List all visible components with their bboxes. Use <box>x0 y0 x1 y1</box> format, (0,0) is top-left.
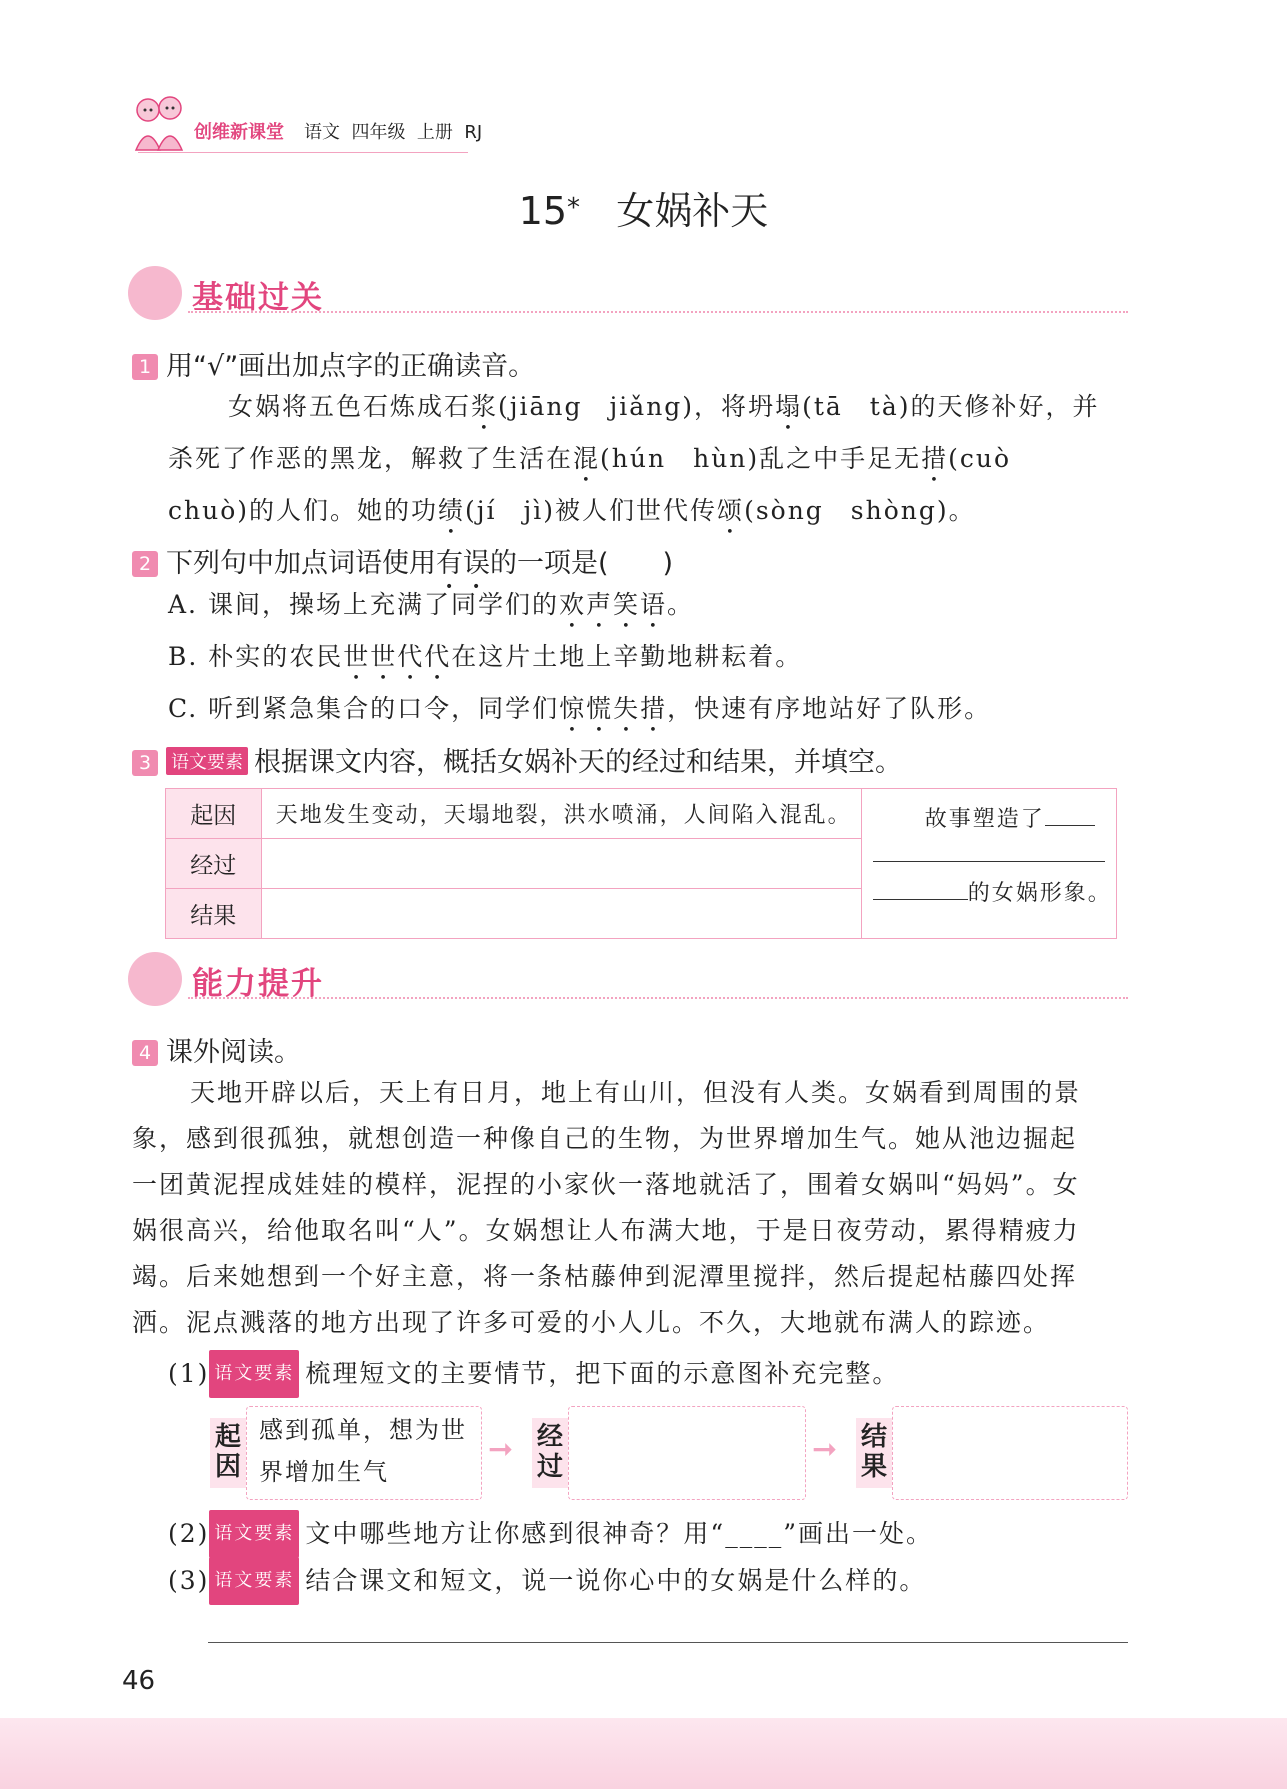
lesson-number: 15 <box>518 189 568 233</box>
text: 的一项是( ) <box>490 548 674 579</box>
q1-line-2 <box>168 436 1128 488</box>
sub-text: 梳理短文的主要情节，把下面的示意图补充完整。 <box>305 1359 900 1388</box>
sub-tag: 语文要素 <box>209 1557 299 1605</box>
answer-line[interactable] <box>208 1642 1128 1643</box>
lesson-name: 女娲补天 <box>616 189 769 233</box>
section-divider <box>188 311 1128 313</box>
flow-result-label: 结果 <box>856 1418 892 1488</box>
dotted-word: 有误 <box>436 548 490 579</box>
q1-line-1 <box>168 384 1128 436</box>
page-number: 46 <box>122 1666 156 1696</box>
header <box>128 92 528 162</box>
q4-sub1 <box>168 1350 899 1398</box>
q4-sub3 <box>168 1557 926 1605</box>
q1-title-text: 用“√”画出加点字的正确读音。 <box>166 351 536 382</box>
q2-number: 2 <box>132 551 158 577</box>
row-head: 经过 <box>166 839 262 889</box>
table-row <box>166 789 1117 839</box>
flow-process-box[interactable] <box>568 1406 806 1500</box>
dotted-word: 世世代代 <box>343 642 452 671</box>
text: 下列句中加点词语使用 <box>166 548 436 579</box>
passage-line: 天地开辟以后，天上有日月，地上有山川，但没有人类。女娲看到周围的景 <box>190 1078 1082 1107</box>
passage-line: 娲很高兴，给他取名叫“人”。女娲想让人布满大地，于是日夜劳动，累得精疲力 <box>132 1216 1080 1245</box>
q4-title <box>132 1030 301 1069</box>
q2-option-b[interactable] <box>168 634 1128 686</box>
edition: RJ <box>464 122 483 143</box>
section-divider <box>188 997 1128 999</box>
q2-option-c[interactable] <box>168 686 1128 738</box>
text: 女娲将五色石炼成石 <box>228 392 472 421</box>
arrow-right-icon: ➞ <box>812 1432 838 1467</box>
section-advanced-title: 能力提升 <box>192 966 324 1002</box>
text: (hún hùn)乱之中手足无 <box>600 444 922 473</box>
dotted-char: 塌 <box>775 392 803 421</box>
sub-text: 结合课文和短文，说一说你心中的女娲是什么样的。 <box>305 1566 927 1595</box>
passage-line: 洒。泥点溅落的地方出现了许多可爱的小人儿。不久，大地就布满人的踪迹。 <box>132 1308 1051 1337</box>
flow-cause-line: 感到孤单，想为世 <box>259 1416 467 1444</box>
dotted-char: 措 <box>921 444 949 473</box>
q4-title-text: 课外阅读。 <box>166 1037 301 1068</box>
text: B. 朴实的农民 <box>168 642 344 671</box>
mascot-icon <box>128 266 182 320</box>
row-content-blank[interactable] <box>261 839 861 889</box>
q4-passage <box>132 1070 1132 1346</box>
q3-side-cell <box>861 789 1116 939</box>
sub-number: (3) <box>168 1566 210 1595</box>
section-advanced <box>128 952 1128 1008</box>
passage-line: 象，感到很孤独，就想创造一种像自己的生物，为世界增加生气。她从池边掘起 <box>132 1124 1078 1153</box>
q3-title <box>132 740 902 779</box>
row-content-blank[interactable] <box>261 889 861 939</box>
q3-title-text: 根据课文内容，概括女娲补天的经过和结果，并填空。 <box>254 747 902 778</box>
side-bottom <box>873 876 1115 907</box>
q4-sub2 <box>168 1510 933 1558</box>
flow-cause-label: 起因 <box>210 1418 246 1488</box>
mascot-icon <box>128 952 182 1006</box>
row-content: 天地发生变动，天塌地裂，洪水喷涌，人间陷入混乱。 <box>261 789 861 839</box>
grade: 四年级 <box>351 122 406 143</box>
dotted-char: 绩 <box>438 496 466 525</box>
text: 在这片土地上辛勤地耕耘着。 <box>451 642 803 671</box>
passage-line: 竭。后来她想到一个好主意，将一条枯藤伸到泥潭里搅拌，然后提起枯藤四处挥 <box>132 1262 1078 1291</box>
blank[interactable] <box>1045 825 1095 826</box>
row-head: 结果 <box>166 889 262 939</box>
q2-option-a[interactable] <box>168 582 1128 634</box>
q1-number: 1 <box>132 354 158 380</box>
flow-result-box[interactable] <box>892 1406 1128 1500</box>
text: (cuò <box>948 444 1012 473</box>
sub-tag: 语文要素 <box>209 1510 299 1558</box>
sub-text: 文中哪些地方让你感到很神奇？用“____”画出一处。 <box>305 1519 933 1548</box>
lesson-mark: * <box>567 193 581 223</box>
sub-number: (2) <box>168 1519 210 1548</box>
flow-cause-line: 界增加生气 <box>259 1458 389 1486</box>
text: chuò)的人们。她的功 <box>168 496 439 525</box>
volume: 上册 <box>416 122 453 143</box>
header-underline <box>138 152 468 153</box>
q1-title <box>132 344 535 383</box>
q3-tag: 语文要素 <box>166 747 248 775</box>
lesson-title <box>0 180 1287 235</box>
dotted-word: 惊慌失措 <box>559 694 668 723</box>
flow-cause-box <box>246 1406 482 1500</box>
text: 的女娲形象。 <box>967 881 1112 906</box>
section-basic-title: 基础过关 <box>192 280 324 316</box>
text: ，快速有序地站好了队形。 <box>667 694 992 723</box>
q2-options <box>168 582 1128 738</box>
sub-number: (1) <box>168 1359 210 1388</box>
text: 故事塑造了 <box>924 807 1045 832</box>
text: (tā tà)的天修补好，并 <box>802 392 1100 421</box>
q3-table <box>165 788 1117 939</box>
side-top <box>925 802 1115 833</box>
flow-process-label: 经过 <box>532 1418 568 1488</box>
blank-line[interactable] <box>873 861 1105 862</box>
sub-tag: 语文要素 <box>209 1350 299 1398</box>
text: (jí jì)被人们世代传 <box>465 496 718 525</box>
q3-number: 3 <box>132 750 158 776</box>
text: C. 听到紧急集合的口令，同学们 <box>168 694 560 723</box>
book-info <box>304 118 482 144</box>
text: 杀死了作恶的黑龙，解救了生活在 <box>168 444 574 473</box>
dotted-char: 颂 <box>717 496 745 525</box>
dotted-char: 浆 <box>471 392 499 421</box>
text: 。 <box>666 590 694 619</box>
text: A. 课间，操场上充满了同学们的 <box>168 590 559 619</box>
blank[interactable] <box>873 899 968 900</box>
arrow-right-icon: ➞ <box>488 1432 514 1467</box>
passage-line: 一团黄泥捏成娃娃的模样，泥捏的小家伙一落地就活了，围着女娲叫“妈妈”。女 <box>132 1170 1080 1199</box>
dotted-char: 混 <box>573 444 601 473</box>
subject: 语文 <box>304 122 340 143</box>
section-basic <box>128 266 1128 322</box>
mascot-kids-logo <box>128 92 192 156</box>
q1-passage <box>168 384 1128 540</box>
row-head: 起因 <box>166 789 262 839</box>
q1-line-3 <box>168 488 1128 540</box>
text: (sòng shòng)。 <box>744 496 976 525</box>
footer-band <box>0 1718 1287 1789</box>
dotted-word: 欢声笑语 <box>558 590 667 619</box>
q4-number: 4 <box>132 1040 158 1066</box>
text: (jiāng jiǎng)，将坍 <box>498 392 776 421</box>
brand-name: 创维新课堂 <box>194 122 284 143</box>
